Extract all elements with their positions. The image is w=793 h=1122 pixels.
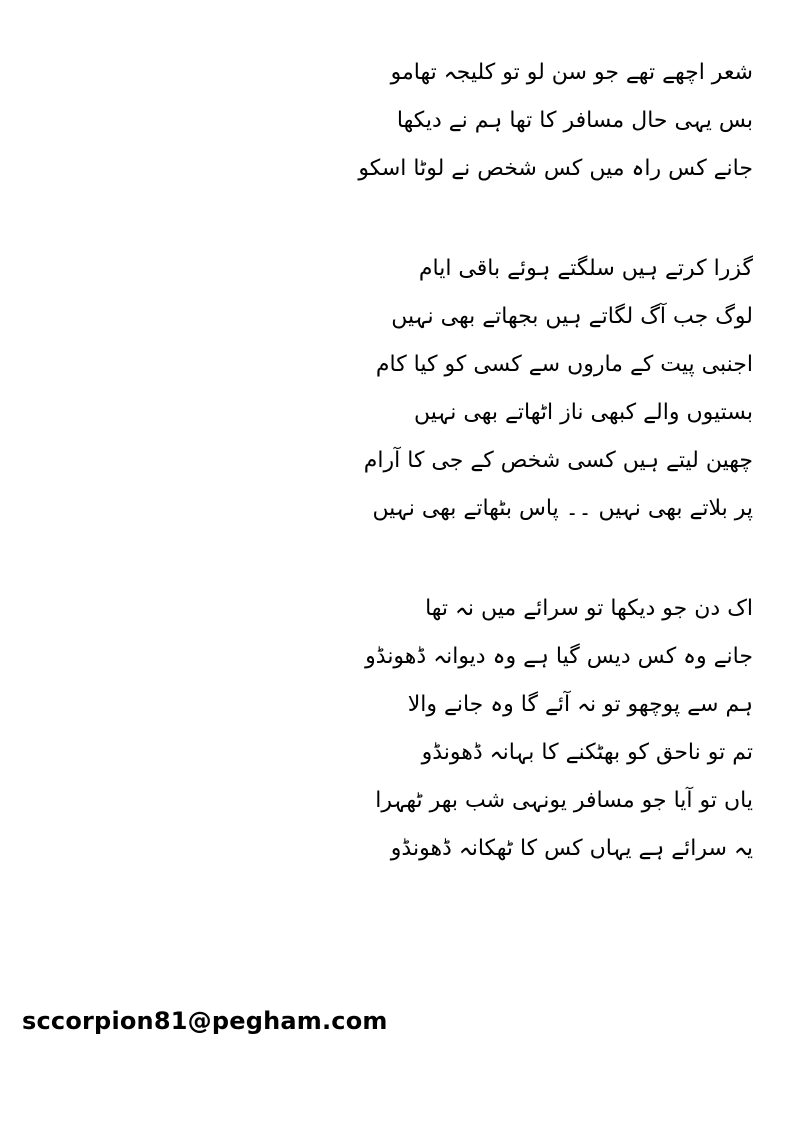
- poem-line: تم تو ناحق کو بھٹکنے کا بہانہ ڈھونڈو: [421, 740, 753, 765]
- poem-line: یہ سرائے ہے یہاں کس کا ٹھکانہ ڈھونڈو: [390, 836, 753, 861]
- poem-line: جانے وہ کس دیس گیا ہے وہ دیوانہ ڈھونڈو: [365, 644, 753, 669]
- poem-line: چھین لیتے ہیں کسی شخص کے جی کا آرام: [363, 448, 753, 473]
- poem-line: گزرا کرتے ہیں سلگتے ہوئے باقی ایام: [418, 256, 753, 281]
- poem-line: بستیوں والے کبھی ناز اٹھاتے بھی نہیں: [414, 400, 753, 425]
- poem-line: بس یہی حال مسافر کا تھا ہم نے دیکھا: [396, 108, 753, 133]
- poem-line: شعر اچھے تھے جو سن لو تو کلیجہ تھامو: [390, 60, 753, 85]
- author-email: sccorpion81@pegham.com: [22, 1007, 388, 1035]
- poem-line: پر بلاتے بھی نہیں ۔۔ پاس بٹھاتے بھی نہیں: [372, 496, 753, 521]
- poem-line: ہم سے پوچھو تو نہ آئے گا وہ جانے والا: [407, 692, 753, 717]
- poem-stanza-1: [333, 60, 753, 204]
- poem-line: اک دن جو دیکھا تو سرائے میں نہ تھا: [425, 596, 753, 621]
- poem-line: لوگ جب آگ لگاتے ہیں بجھاتے بھی نہیں: [391, 304, 753, 329]
- poem-line: اجنبی پیت کے ماروں سے کسی کو کیا کام: [375, 352, 753, 377]
- poem-line: یاں تو آیا جو مسافر یونہی شب بھر ٹھہرا: [375, 788, 753, 813]
- poem-stanza-3: [333, 596, 753, 884]
- poem-stanza-2: [333, 256, 753, 544]
- poem-line: جانے کس راہ میں کس شخص نے لوٹا اسکو: [358, 156, 753, 181]
